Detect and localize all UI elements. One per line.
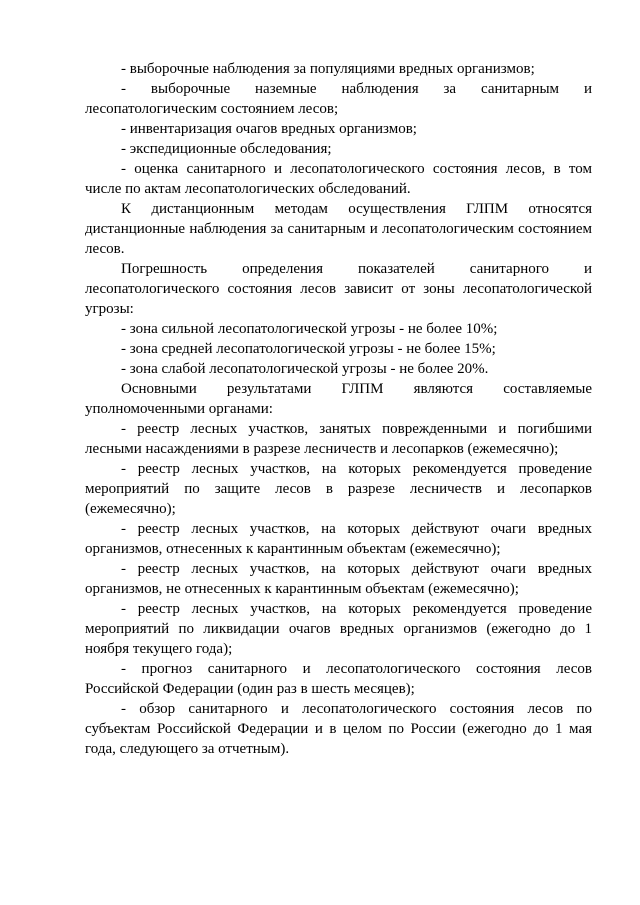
paragraph: - реестр лесных участков, на которых действуют очаги вредных организмов, не отнесенных к карантинным объектам (ежемесячно); xyxy=(85,561,592,597)
paragraph: - зона средней лесопатологической угрозы - не более 15%; xyxy=(121,341,496,357)
paragraph: - выборочные наземные наблюдения за санитарным и лесопатологическим состоянием лесов; xyxy=(85,81,592,117)
paragraph: - обзор санитарного и лесопатологического состояния лесов по субъектам Российской Федерации и в целом по России (ежегодно до 1 мая года, следующего за отчетным). xyxy=(85,701,592,757)
paragraph: - инвентаризация очагов вредных организмов; xyxy=(121,121,417,137)
paragraph: - прогноз санитарного и лесопатологического состояния лесов Российской Федерации (один раз в шесть месяцев); xyxy=(85,661,592,697)
paragraph: - зона слабой лесопатологической угрозы - не более 20%. xyxy=(121,361,489,377)
paragraph: - оценка санитарного и лесопатологического состояния лесов, в том числе по актам лесопатологических обследований. xyxy=(85,161,592,197)
paragraph: - реестр лесных участков, на которых действуют очаги вредных организмов, отнесенных к карантинным объектам (ежемесячно); xyxy=(85,521,592,557)
paragraph: Погрешность определения показателей санитарного и лесопатологического состояния лесов зависит от зоны лесопатологической угрозы: xyxy=(85,261,592,317)
paragraph: - реестр лесных участков, на которых рекомендуется проведение мероприятий по защите лесов в разрезе лесничеств и лесопарков (ежемесячно); xyxy=(85,461,592,517)
paragraph: - реестр лесных участков, занятых поврежденными и погибшими лесными насаждениями в разрезе лесничеств и лесопарков (ежемесячно); xyxy=(85,421,592,457)
paragraph: - реестр лесных участков, на которых рекомендуется проведение мероприятий по ликвидации очагов вредных организмов (ежегодно до 1 ноября текущего года); xyxy=(85,601,592,657)
document-body xyxy=(85,59,592,759)
paragraph: - выборочные наблюдения за популяциями вредных организмов; xyxy=(121,61,535,77)
paragraph: Основными результатами ГЛПМ являются составляемые уполномоченными органами: xyxy=(85,381,592,417)
paragraph: К дистанционным методам осуществления ГЛПМ относятся дистанционные наблюдения за санитарным и лесопатологическим состоянием лесов. xyxy=(85,201,592,257)
paragraph: - зона сильной лесопатологической угрозы - не более 10%; xyxy=(121,321,498,337)
paragraph: - экспедиционные обследования; xyxy=(121,141,332,157)
